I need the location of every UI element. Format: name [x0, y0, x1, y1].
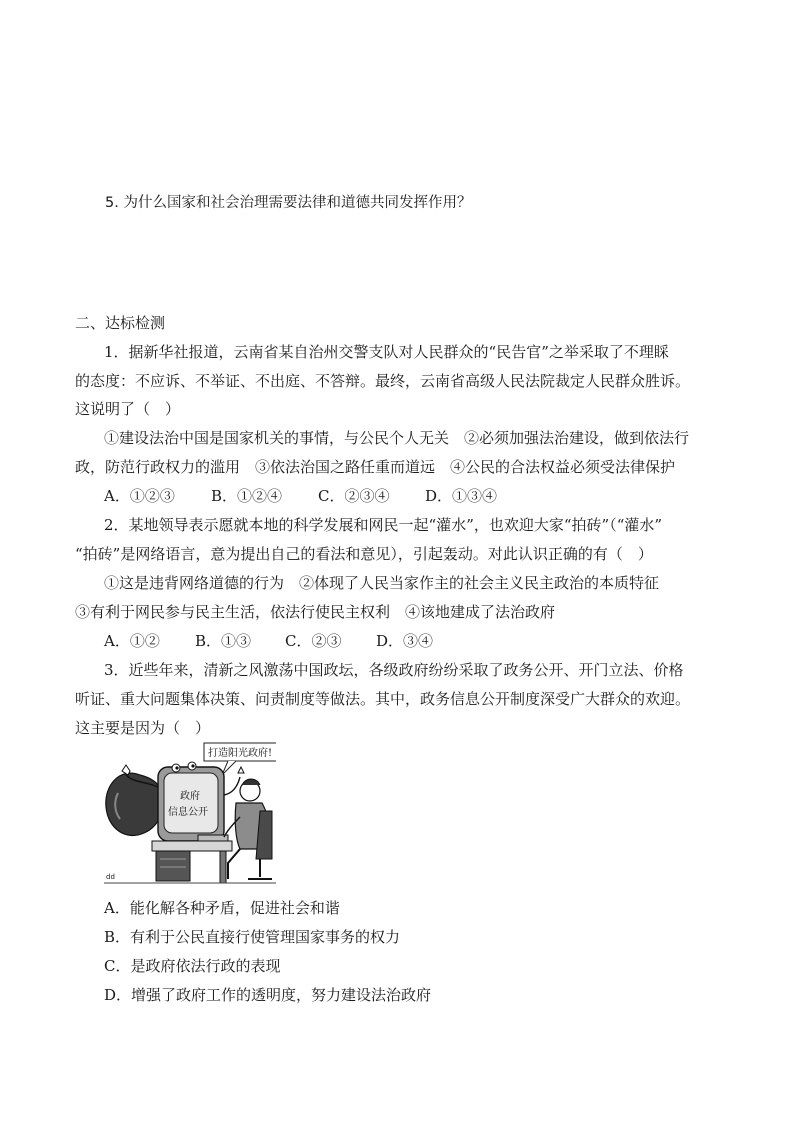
q2-line-4: ③有利于网民参与民主生活，依法行使民主权利 ④该地建成了法治政府 — [75, 603, 556, 621]
q1-option-c: C．②③④ — [318, 487, 390, 505]
q3-line-1: 3．近些年来，清新之风激荡中国政坛，各级政府纷纷采取了政务公开、开门立法、价格 — [104, 661, 684, 679]
artist-signature: dd — [106, 873, 115, 881]
q1-line-2: 的态度：不应诉、不举证、不出庭、不答辩。最终，云南省高级人民法院裁定人民群众胜诉。 — [75, 372, 691, 390]
question-5: 5. 为什么国家和社会治理需要法律和道德共同发挥作用？ — [105, 195, 472, 211]
q3-option-d: D．增强了政府工作的透明度，努力建设法治政府 — [104, 986, 432, 1004]
q1-line-3: 这说明了（ ） — [75, 400, 181, 418]
screen-text-2: 信息公开 — [168, 807, 208, 818]
screen-text-1: 政府 — [180, 791, 200, 802]
q2-line-1: 2．某地领导表示愿就本地的科学发展和网民一起“灌水”，也欢迎大家“拍砖”（“灌水” — [104, 516, 663, 534]
q2-option-c: C．②③ — [285, 632, 342, 650]
q2-option-a: A．①② — [104, 632, 160, 650]
q2-line-2: “拍砖”是网络语言，意为提出自己的看法和意见），引起轰动。对此认识正确的有（ ） — [75, 545, 653, 563]
q1-option-d: D．①③④ — [425, 487, 498, 505]
q2-option-d: D．③④ — [376, 632, 434, 650]
q3-option-b: B．有利于公民直接行使管理国家事务的权力 — [104, 928, 401, 946]
open-government-cartoon — [100, 737, 276, 889]
q3-option-a: A．能化解各种矛盾，促进社会和谐 — [104, 899, 340, 917]
q1-option-b: B．①②④ — [211, 487, 283, 505]
q1-line-4: ①建设法治中国是国家机关的事情，与公民个人无关 ②必须加强法治建设，做到依法行 — [104, 429, 690, 447]
q3-line-2: 听证、重大问题集体决策、问责制度等做法。其中，政务信息公开制度深受广大群众的欢迎。 — [75, 690, 691, 708]
q1-line-1: 1．据新华社报道，云南省某自治州交警支队对人民群众的“民告官”之举采取了不理睬 — [104, 343, 669, 361]
speech-bubble-text: 打造阳光政府! — [208, 748, 273, 759]
q3-line-3: 这主要是因为（ ） — [75, 719, 211, 737]
q2-line-3: ①这是违背网络道德的行为 ②体现了人民当家作主的社会主义民主政治的本质特征 — [104, 574, 660, 592]
q2-option-b: B．①③ — [195, 632, 252, 650]
section-title: 二、达标检测 — [75, 314, 166, 332]
q1-line-5: 政，防范行政权力的滥用 ③依法治国之路任重而道远 ④公民的合法权益必须受法律保护 — [75, 458, 676, 476]
q3-option-c: C．是政府依法行政的表现 — [104, 957, 281, 975]
q1-option-a: A．①②③ — [104, 487, 175, 505]
